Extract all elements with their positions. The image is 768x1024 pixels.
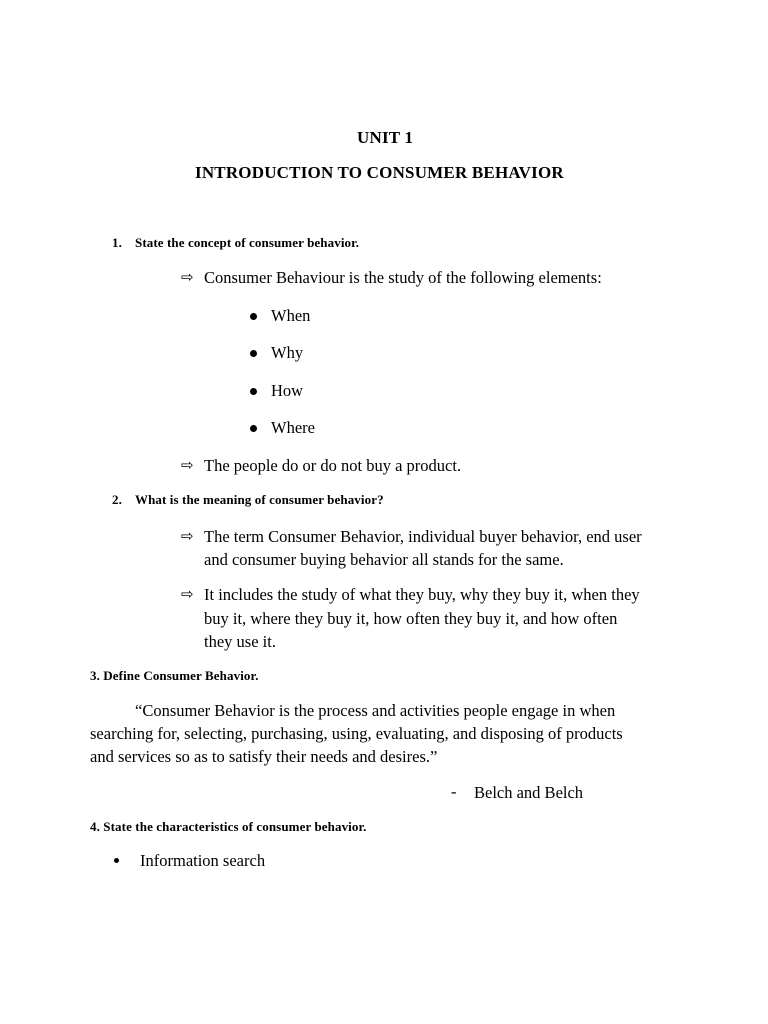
q2-number: 2. (112, 492, 122, 507)
q3-quote-line3: and services so as to satisfy their needs and desires.” (90, 747, 438, 766)
q1-bullet-why: Why (271, 343, 304, 362)
q1-bullet-where: Where (271, 418, 315, 437)
bullet-icon (114, 858, 119, 863)
q1-number: 1. (112, 235, 122, 250)
right-arrow-icon: ⇨ (181, 527, 194, 545)
right-arrow-icon: ⇨ (181, 268, 194, 286)
q2-point1-line1: The term Consumer Behavior, individual buyer behavior, end user (204, 527, 642, 546)
q3-attribution-dash: - (451, 782, 457, 801)
main-title: INTRODUCTION TO CONSUMER BEHAVIOR (195, 163, 564, 182)
q3-heading: 3. Define Consumer Behavior. (90, 668, 259, 683)
q1-point2: The people do or do not buy a product. (204, 456, 462, 475)
q2-point1-line2: and consumer buying behavior all stands for the same. (204, 550, 564, 569)
q4-heading: 4. State the characteristics of consumer behavior. (90, 819, 367, 834)
q3-attribution: Belch and Belch (474, 783, 584, 802)
bullet-icon (250, 388, 257, 395)
bullet-icon (250, 425, 257, 432)
q1-bullet-how: How (271, 381, 304, 400)
right-arrow-icon: ⇨ (181, 456, 194, 474)
bullet-icon (250, 313, 257, 320)
q3-quote-line2: searching for, selecting, purchasing, using, evaluating, and disposing of products (90, 724, 623, 743)
unit-title: UNIT 1 (357, 128, 414, 147)
q3-quote-line1: “Consumer Behavior is the process and activities people engage in when (135, 701, 616, 720)
q1-point1: Consumer Behaviour is the study of the following elements: (204, 268, 602, 287)
q4-bullet-information-search: Information search (140, 851, 266, 870)
q2-point2-line3: they use it. (204, 632, 276, 651)
q1-bullet-when: When (271, 306, 311, 325)
right-arrow-icon: ⇨ (181, 585, 194, 603)
q2-question: What is the meaning of consumer behavior? (135, 492, 384, 507)
q2-point2-line1: It includes the study of what they buy, why they buy it, when they (204, 585, 640, 604)
q2-point2-line2: buy it, where they buy it, how often they buy it, and how often (204, 609, 618, 628)
bullet-icon (250, 350, 257, 357)
q1-question: State the concept of consumer behavior. (135, 235, 360, 250)
